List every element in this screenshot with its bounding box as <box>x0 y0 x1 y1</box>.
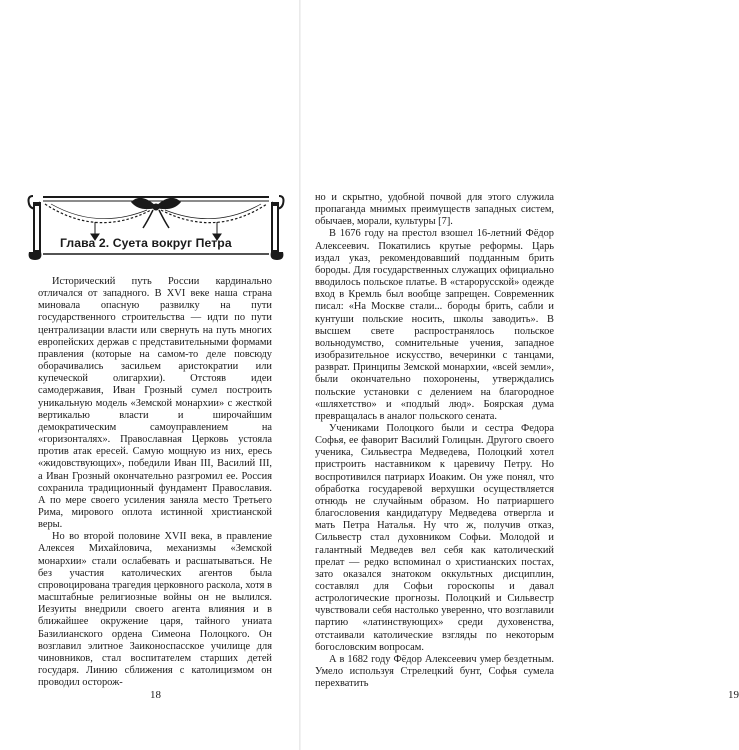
chapter-title: Глава 2. Суета вокруг Петра <box>60 236 232 250</box>
paragraph: но и скрытно, удобной почвой для этого служила пропаганда мнимых преимуществ западных систем, обычаев, морали, культуры [7]. <box>315 192 554 228</box>
paragraph: В 1676 году на престол взошел 16-летний Фёдор Алексеевич. Покатились крутые реформы. Царь издал указ, рекомендовавший подданным брить бороды. Для государственных служащих официально вводилось польское платье. В «старорусской» одежде вход в Кремль был вообще запрещен. Современник писал: «На Москве стали... бороды брить, сабли и кунтуши польские носить, школы заводить». В высшем свете распространялось польское вольнодумство, сомнительные учения, западное изобразительное искусство, вечеринки с танцами, разврат. Принципы Земской монархии, «всей земли», были окончательно похоронены, утверждались польские установки с делением на благородное «шляхетство» и «подлый люд». Боярская дума превращалась в аналог польского сената. <box>315 228 554 422</box>
page-number-left: 18 <box>150 689 161 701</box>
left-page-body <box>38 276 272 689</box>
chapter-header-ornament <box>27 192 285 262</box>
paragraph: Но во второй половине XVII века, в правление Алексея Михайловича, механизмы «Земской монархии» стали ослабевать и расшатываться. Не без участия католических агентов была спровоцирована трагедия церковного раскола, хотя в масштабные религиозные войны он не вылился. Иезуиты внедрили своего агента влияния и в ближайшее окружение царя, тайного униата Базилианского ордена Симеона Полоцкого. Он возглавил элитное Заиконоспасское училище для чиновников, стал воспитателем старших детей государя. Линию сближения с католицизмом он проводил осторож- <box>38 531 272 689</box>
left-page <box>0 0 300 750</box>
paragraph: А в 1682 году Фёдор Алексеевич умер бездетным. Умело используя Стрелецкий бунт, Софья сумела перехватить <box>315 653 554 690</box>
paragraph: Исторический путь России кардинально отличался от западного. В XVI веке наша страна миновала опасную развилку на пути государственного строительства — идти по пути централизации власти или свернуть на путь многих европейских держав с представительными формами правления (которые на самом-то деле повсюду оборачивались засильем аристократии или купеческой олигархии). Отстояв идеи самодержавия, Иван Грозный сумел построить уникальную модель «Земской монархии» с жесткой вертикалью власти и широчайшим демократическим самоуправлением на «горизонталях». Православная Церковь устояла против атак ересей. Самую мощную из них, ересь «жидовствующих», победили Иван III, Василий III, а Иван Грозный окончательно разгромил ее. Россия сохранила традиционный фундамент Православия. А по мере своего усиления заняла место Третьего Рима, мирового оплота истинной христианской веры. <box>38 276 272 531</box>
page-number-right: 19 <box>728 689 739 701</box>
paragraph: Учениками Полоцкого были и сестра Федора Софья, ее фаворит Василий Голицын. Другого своего ученика, Сильвестра Медведева, Полоцкий хотел пристроить наставником к царевичу Петру. Но воспротивился патриарх Иоаким. Он уже понял, что обработка государевой верхушки осуществляется отнюдь не случайным образом. Но патриаршего благословения кандидатуру Медведева отвергла и мать Петра Наталья. Ну что ж, получив отказ, Сильвестр стал духовником Софьи. Молодой и галантный Медведев вел себя как католический прелат — редко вспоминал о христианских постах, зато оказался знатоком оккультных дисциплин, составлял для Софьи гороскопы и давал астрологические прогнозы. Полоцкий и Сильвестр чувствовали себя настолько уверенно, что возглавили партию «латинствующих» среди духовенства, отстаивали католические взгляды по некоторым богословским вопросам. <box>315 422 554 653</box>
right-page-body <box>315 192 554 690</box>
